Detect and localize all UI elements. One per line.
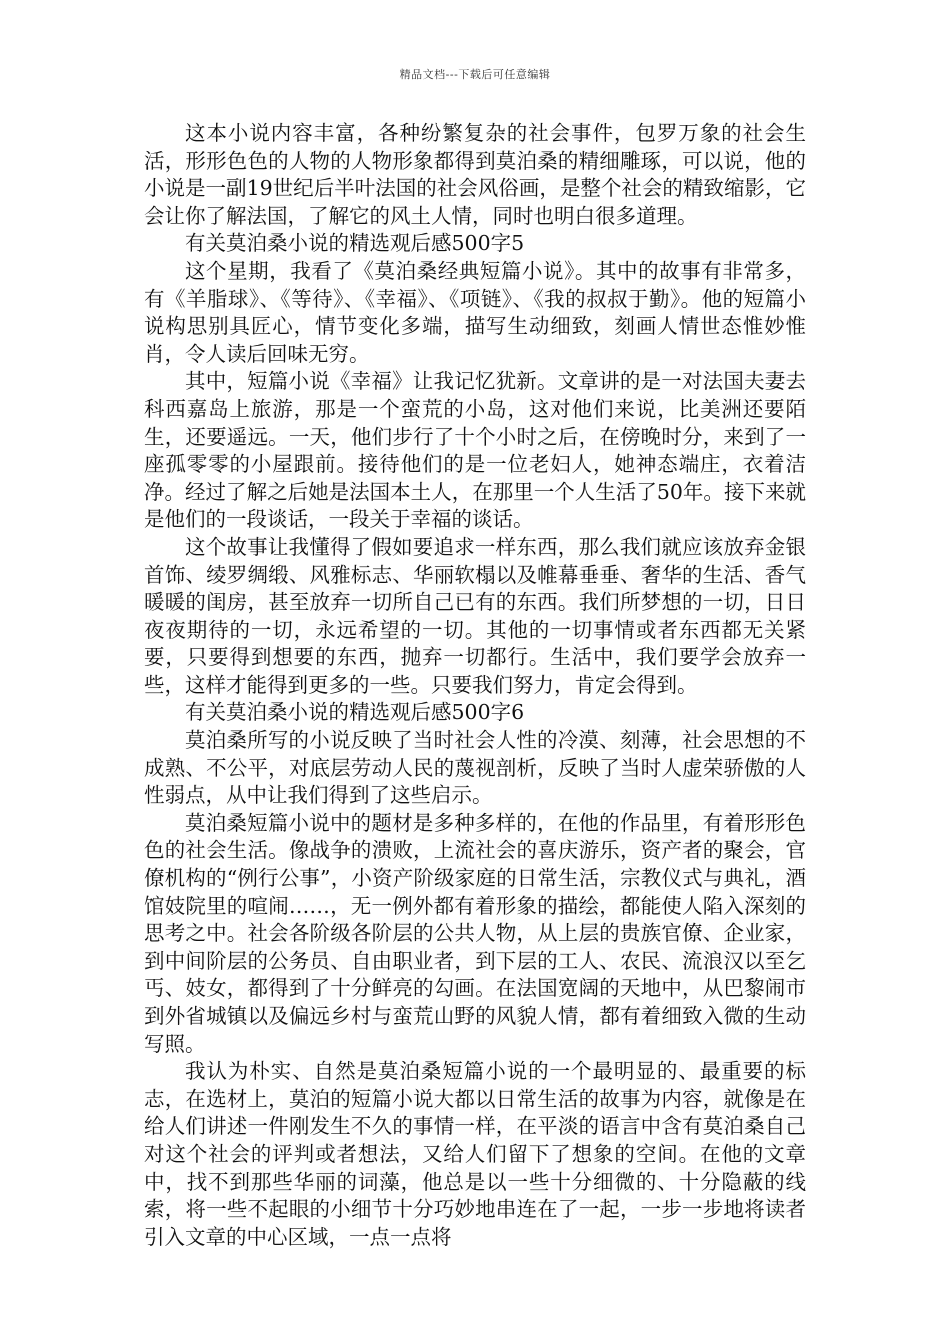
document-body: [144, 120, 806, 1251]
page-header: 精品文档---下载后可任意编辑: [399, 68, 551, 81]
paragraph: 这个星期，我看了《莫泊桑经典短篇小说》。其中的故事有非常多，有《羊脂球》、《等待》、《幸福》、《项链》、《我的叔叔于勤》。他的短篇小说构思别具匠心，情节变化多端，描写生动细致，刻画人情世态惟妙惟肖，令人读后回味无穷。: [144, 258, 806, 366]
section-heading: 有关莫泊桑小说的精选观后感500字5: [185, 231, 525, 256]
paragraph: 莫泊桑所写的小说反映了当时社会人性的冷漠、刻薄，社会思想的不成熟、不公平，对底层劳动人民的蔑视剖析，反映了当时人虚荣骄傲的人性弱点，从中让我们得到了这些启示。: [144, 728, 806, 808]
paragraph: 其中，短篇小说《幸福》让我记忆犹新。文章讲的是一对法国夫妻去科西嘉岛上旅游，那是一个蛮荒的小岛，这对他们来说，比美洲还要陌生，还要遥远。一天，他们步行了十个小时之后，在傍晚时分，来到了一座孤零零的小屋跟前。接待他们的是一位老妇人，她神态端庄，衣着洁净。经过了解之后她是法国本土人，在那里一个人生活了50年。接下来就是他们的一段谈话，一段关于幸福的谈话。: [144, 369, 806, 532]
paragraph: 这个故事让我懂得了假如要追求一样东西，那么我们就应该放弃金银首饰、绫罗绸缎、风雅标志、华丽软榻以及帷幕垂垂、奢华的生活、香气暖暖的闺房，甚至放弃一切所自己已有的东西。我们所梦想的一切，日日夜夜期待的一切，永远希望的一切。其他的一切事情或者东西都无关紧要，只要得到想要的东西，抛弃一切都行。生活中，我们要学会放弃一些，这样才能得到更多的一些。只要我们努力，肯定会得到。: [144, 534, 806, 697]
section-heading: 有关莫泊桑小说的精选观后感500字6: [185, 700, 525, 725]
paragraph: 这本小说内容丰富，各种纷繁复杂的社会事件，包罗万象的社会生活，形形色色的人物的人物形象都得到莫泊桑的精细雕琢，可以说，他的小说是一副19世纪后半叶法国的社会风俗画，是整个社会的精致缩影，它会让你了解法国，了解它的风土人情，同时也明白很多道理。: [144, 121, 806, 228]
paragraph: 莫泊桑短篇小说中的题材是多种多样的，在他的作品里，有着形形色色的社会生活。像战争的溃败，上流社会的喜庆游乐，资产者的聚会，官僚机构的“例行公事”，小资产阶级家庭的日常生活，宗教仪式与典礼，酒馆妓院里的喧闹……，无一例外都有着形象的描绘，都能使人陷入深刻的思考之中。社会各阶级各阶层的公共人物，从上层的贵族官僚、企业家，到中间阶层的公务员、自由职业者，到下层的工人、农民、流浪汉以至乞丐、妓女，都得到了十分鲜亮的勾画。在法国宽阔的天地中，从巴黎闹市到外省城镇以及偏远乡村与蛮荒山野的风貌人情，都有着细致入微的生动写照。: [144, 810, 806, 1056]
paragraph: 我认为朴实、自然是莫泊桑短篇小说的一个最明显的、最重要的标志，在选材上，莫泊的短篇小说大都以日常生活的故事为内容，就像是在给人们讲述一件刚发生不久的事情一样，在平淡的语言中含有莫泊桑自己对这个社会的评判或者想法，又给人们留下了想象的空间。在他的文章中，找不到那些华丽的词藻，他总是以一些十分细微的、十分隐蔽的线索，将一些不起眼的小细节十分巧妙地串连在了一起，一步一步地将读者引入文章的中心区域，一点一点将: [144, 1059, 806, 1249]
